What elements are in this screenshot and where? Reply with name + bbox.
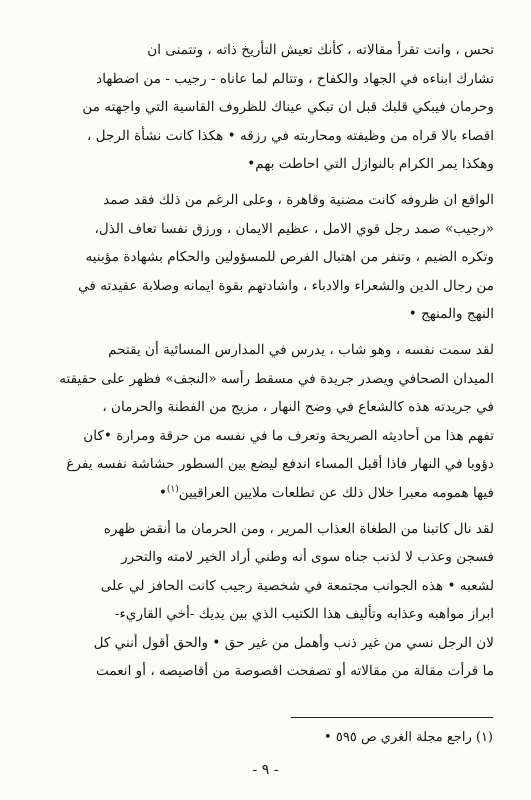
text-line: «رجيب» صمد رجل قوي الامل ، عظيم الايمان ، ورزق نفسا تعاف الذل، — [94, 220, 494, 237]
text-line: تفهم هذا من أحاديثه الصريحة وتعرف ما في نفسه من حرقة ومرارة •كان — [83, 427, 494, 444]
body-text — [46, 36, 494, 693]
text-line-with-footnote — [46, 479, 494, 508]
text-line: في جريدته هذه كالشعاع في وضح النهار ، مزيج من الفطنة والحرمان ، — [102, 399, 494, 416]
text-line: ابراز مواهبه وعذابه وتأليف هذا الكتيب الذي بين يديك -أخي القاريء- — [114, 606, 494, 623]
text-line: لان الرجل نسي من غير ذنب وأهمل من غير حق • والحق أقول أنني كل — [93, 634, 494, 651]
text-line: وهكذا يمر الكرام بالنوازل التي احاطت بهم• — [247, 156, 494, 173]
text-line: فسجن وعذب لا لذنب جناه سوى أنه وطني أراد الخير لامته والتحرر — [121, 549, 494, 566]
text-line: وتكره الضيم ، وتنفر من اهتبال الفرص للمسؤولين والحكام بشهادة مؤبنيه — [85, 249, 494, 266]
text-line: الميدان الصحافي ويصدر جريدة في مسقط رأسه «النجف» فظهر على حقيقته — [59, 370, 494, 387]
text-line: دؤوبا في النهار فاذا أقبل المساء اندفع ليضع بين السطور حشاشة نفسه يفرغ — [66, 456, 494, 473]
text-line: تحس ، وانت تقرأ مقالاته ، كأنك تعيش التأريخ ذاته ، وتتمنى ان — [147, 42, 494, 58]
text-line: ما قرأت مقالة من مقالاته أو تصفحت اقصوصة من أقاصيصه ، أو انعمت — [96, 663, 494, 680]
text-line: لقد سمت نفسه ، وهو شاب ، يدرس في المدارس المسائية أن يقتحم — [108, 341, 494, 358]
text-line: وحرمان فيبكي قلبك قبل ان تبكي عيناك للظروف القاسية التي واجهته من — [82, 99, 494, 116]
text-line: اقصاء بالا قراه من وظيفته ومحاربته في رزقه • هكذا كانت نشأة الرجل ، — [86, 127, 494, 144]
footnote: (١) راجع مجلة الغري ص ٥٩٥ • — [324, 730, 493, 745]
paragraph-4 — [46, 515, 494, 687]
text-line-content: فيها همومه معبرا خلال ذلك عن تطلعات ملايين العراقيين — [178, 484, 494, 501]
footnote-divider — [291, 717, 493, 718]
paragraph-3 — [46, 336, 494, 508]
text-line: تشارك ابناءه في الجهاد والكفاح ، وتتالم لما عاناه - رجيب - من اضطهاد — [96, 70, 494, 87]
text-line: لشعبه • هذه الجوانب مجتمعة في شخصية رجيب كانت الحافز لي على — [100, 577, 494, 594]
text-line: النهج والمنهج • — [408, 306, 494, 323]
text-line-end: • — [158, 484, 167, 501]
page-number: - ٩ - — [252, 762, 279, 778]
paragraph-1 — [46, 36, 494, 179]
text-line: من رجال الدين والشعراء والادباء ، واشادتهم بقوة ايمانه وصلابة عقيدته في — [78, 277, 494, 294]
paragraph-2 — [46, 186, 494, 329]
footnote-reference[interactable]: (١) — [166, 484, 179, 495]
text-line: الواقع ان ظروفه كانت مضنية وقاهرة ، وعلى الرغم من ذلك فقد صمد — [103, 191, 494, 208]
text-line: لقد نال كاتبنا من الطغاة العذاب المرير ، ومن الحرمان ما أنقض ظهره — [103, 520, 494, 537]
